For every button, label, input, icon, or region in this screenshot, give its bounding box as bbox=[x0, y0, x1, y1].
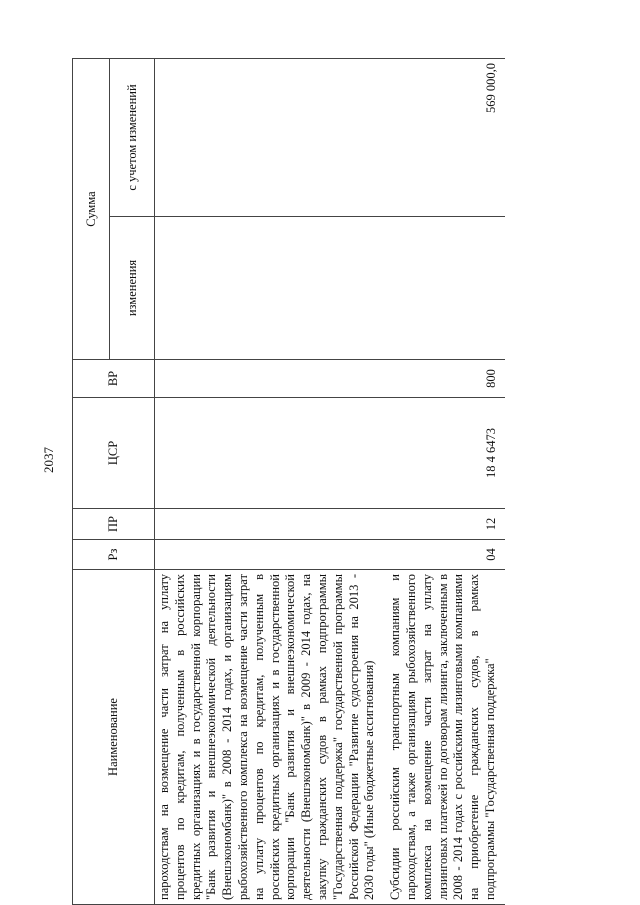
header-rz: Рз bbox=[73, 540, 155, 570]
header-changes: изменения bbox=[110, 217, 155, 360]
header-name: Наименование bbox=[73, 570, 155, 905]
row-with-changes bbox=[155, 59, 387, 217]
row-rz bbox=[155, 540, 387, 570]
header-sum: Сумма bbox=[73, 59, 110, 360]
row-with-changes: 569 000,0 bbox=[386, 59, 505, 217]
header-pr: ПР bbox=[73, 509, 155, 540]
header-csr: ЦСР bbox=[73, 398, 155, 509]
header-with-changes: с учетом изменений bbox=[110, 59, 155, 217]
table-row bbox=[155, 59, 387, 905]
row-vr: 800 bbox=[386, 360, 505, 398]
header-vr: ВР bbox=[73, 360, 155, 398]
page-number: 2037 bbox=[41, 447, 56, 473]
row-name: Субсидии российским транспортным компаниям и пароходствам, а также организациям рыбохозяйственного комплекса на возмещение части затрат на уплату лизинговых платежей по договорам лизинга, заключенным в 2008 - 2014 годах с российскими лизинговыми компаниями на приобретение гражданских судов, в рамках подпрограммы "Государственная поддержка" bbox=[386, 570, 505, 905]
row-csr bbox=[155, 398, 387, 509]
row-changes bbox=[386, 217, 505, 360]
row-name: пароходствам на возмещение части затрат на уплату процентов по кредитам, полученным в российских кредитных организациях и в государственной корпорации "Банк развития и внешнеэкономической деятельности (Внешэкономбанк)" в 2008 - 2014 годах, и организациям рыбохозяйственного комплекса на возмещение части затрат на уплату процентов по кредитам, полученным в российских кредитных организациях и в государственной корпорации "Банк развития и внешнеэкономической деятельности (Внешэкономбанк)" в 2009 - 2014 годах, на закупку гражданских судов в рамках подпрограммы "Государственная поддержка" государственной программы Российской Федерации "Развитие судостроения на 2013 - 2030 годы" (Иные бюджетные ассигнования) bbox=[155, 570, 387, 905]
row-vr bbox=[155, 360, 387, 398]
row-pr: 12 bbox=[386, 509, 505, 540]
row-csr: 18 4 6473 bbox=[386, 398, 505, 509]
row-rz: 04 bbox=[386, 540, 505, 570]
budget-table bbox=[72, 58, 505, 905]
row-pr bbox=[155, 509, 387, 540]
rotated-page-content bbox=[72, 59, 628, 905]
table-row bbox=[386, 59, 505, 905]
row-changes bbox=[155, 217, 387, 360]
